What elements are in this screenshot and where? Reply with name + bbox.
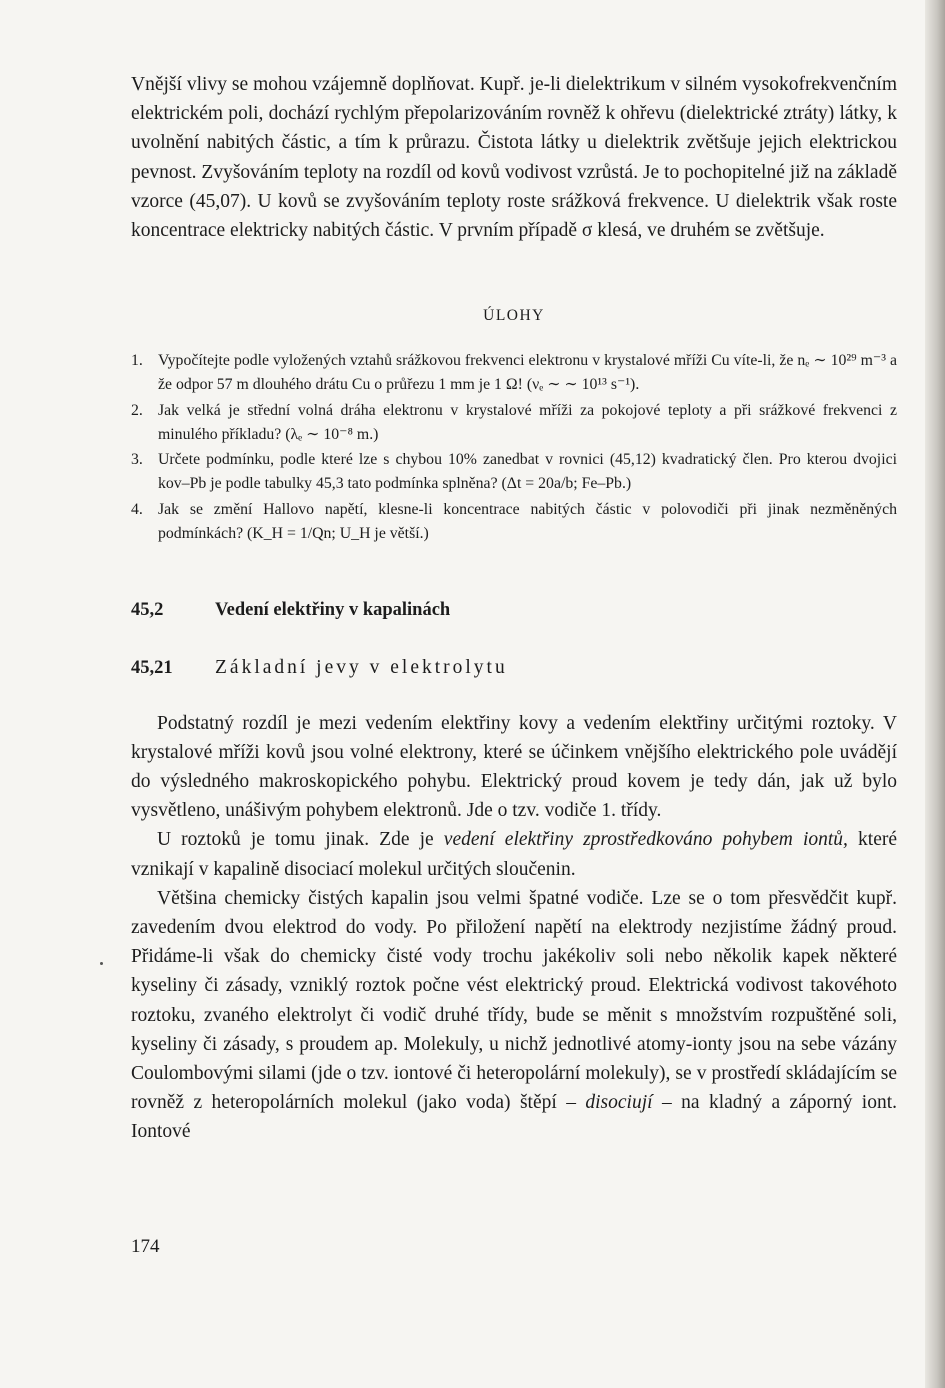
margin-mark [100,962,103,965]
exercise-item [131,448,897,496]
exercises-heading: ÚLOHY [483,307,545,325]
paragraph-text: které vznikají v kapalině disociací molekul určitých sloučenin. [131,829,897,880]
intro-paragraph: Vnější vlivy se mohou vzájemně doplňovat. Kupř. je-li dielektrikum v silném vysokofrekvenčním elektrickém poli, dochází rychlým přepolarizováním rovněž k ohřevu (dielektrické ztráty) látky, k uvolnění nabitých částic, a tím k průrazu. Čistota látky u dielektrik zvětšuje jejich elektrickou pevnost. Zvyšováním teploty na rozdíl od kovů vodivost vzrůstá. Je to pochopitelné již na základě vzorce (45,07). U kovů se zvyšováním teploty roste srážková frekvence. U dielektrik však roste koncentrace elektricky nabitých částic. V prvním případě σ klesá, ve druhém se zvětšuje. [131,74,897,242]
subsection-number: 45,21 [131,657,173,678]
subsection-heading [131,657,897,679]
page-number: 174 [131,1236,160,1257]
section-title: Vedení elektřiny v kapalinách [215,599,451,620]
exercise-text: Jak velká je střední volná dráha elektronu v krystalové mříži za pokojové teploty a při srážkové frekvenci z minulého příkladu? (λₑ ∼ 10⁻⁸ m.) [158,401,897,443]
body-paragraph-3 [131,884,897,1147]
exercise-number: 2. [131,401,143,419]
paragraph-text: – na kladný a záporný iont. Iontové [131,1092,897,1143]
emphasis-text: disociují [585,1092,653,1114]
body-paragraph-1: Podstatný rozdíl je mezi vedením elektřiny kovy a vedením elektřiny určitými roztoky. V krystalové mříži kovů jsou volné elektrony, které se účinkem vnějšího elektrického pole uvádějí do výsledného makroskopického pohybu. Elektrický proud kovem je tedy dán, jak už bylo vysvětleno, unášivým pohybem elektronů. Jde o tzv. vodiče 1. třídy. [131,712,897,822]
section-number: 45,2 [131,599,164,620]
page-content [131,70,897,1147]
exercise-text: Jak se změní Hallovo napětí, klesne-li koncentrace nabitých částic v polovodiči při jinak nezměněných podmínkách? (K_H = 1/Qn; U_H je větší.) [158,501,897,542]
exercise-item [131,349,897,397]
binding-shadow [925,0,945,1388]
paragraph-text: U roztoků je tomu jinak. Zde je [157,829,444,851]
body-paragraph-2 [131,825,897,883]
exercise-item [131,498,897,546]
exercise-list [131,349,897,545]
exercise-number: 4. [131,501,143,518]
subsection-title: Základní jevy v elektrolytu [215,656,508,678]
exercise-text: Určete podmínku, podle které lze s chybou 10% zanedbat v rovnici (45,12) kvadratický člen. Pro kterou dvojici kov–Pb je podle tabulky 45,3 tato podmínka splněna? (Δt = 20a/b; Fe–Pb.) [158,451,897,493]
section-heading [131,600,897,621]
exercise-item [131,399,897,447]
emphasis-text: vedení elektřiny zprostředkováno pohybem iontů, [443,829,848,851]
exercise-number: 1. [131,352,143,370]
exercise-number: 3. [131,451,143,469]
paragraph-text: Většina chemicky čistých kapalin jsou velmi špatné vodiče. Lze se o tom přesvědčit kupř. zavedením dvou elektrod do vody. Po přiložení napětí na elektrody nezjistíme žádný proud. Přidáme-li však do chemicky čisté vody trochu jakékoliv soli nebo několik kapek některé kyseliny či zásady, vzniklý roztok počne vést elektrický proud. Elektrická vodivost takovéhoto roztoku, zvaného elektrolyt či vodič druhé třídy, bude se měnit s množstvím rozpuštěné soli, kyseliny či zásady, s proudem ap. Molekuly, u nichž jednotlivé atomy-ionty jsou na sebe vázány Coulombovými silami (jde o tzv. iontové či heteropolární molekuly), se v prostředí skládajícím se rovněž z heteropolárních molekul (jako voda) štěpí – [131,887,897,1114]
exercise-text: Vypočítejte podle vyložených vztahů srážkovou frekvenci elektronu v krystalové mříži Cu víte-li, že nₑ ∼ 10²⁹ m⁻³ a že odpor 57 m dlouhého drátu Cu o průřezu 1 mm je 1 Ω! (νₑ ∼ ∼ 10¹³ s⁻¹). [158,352,897,394]
